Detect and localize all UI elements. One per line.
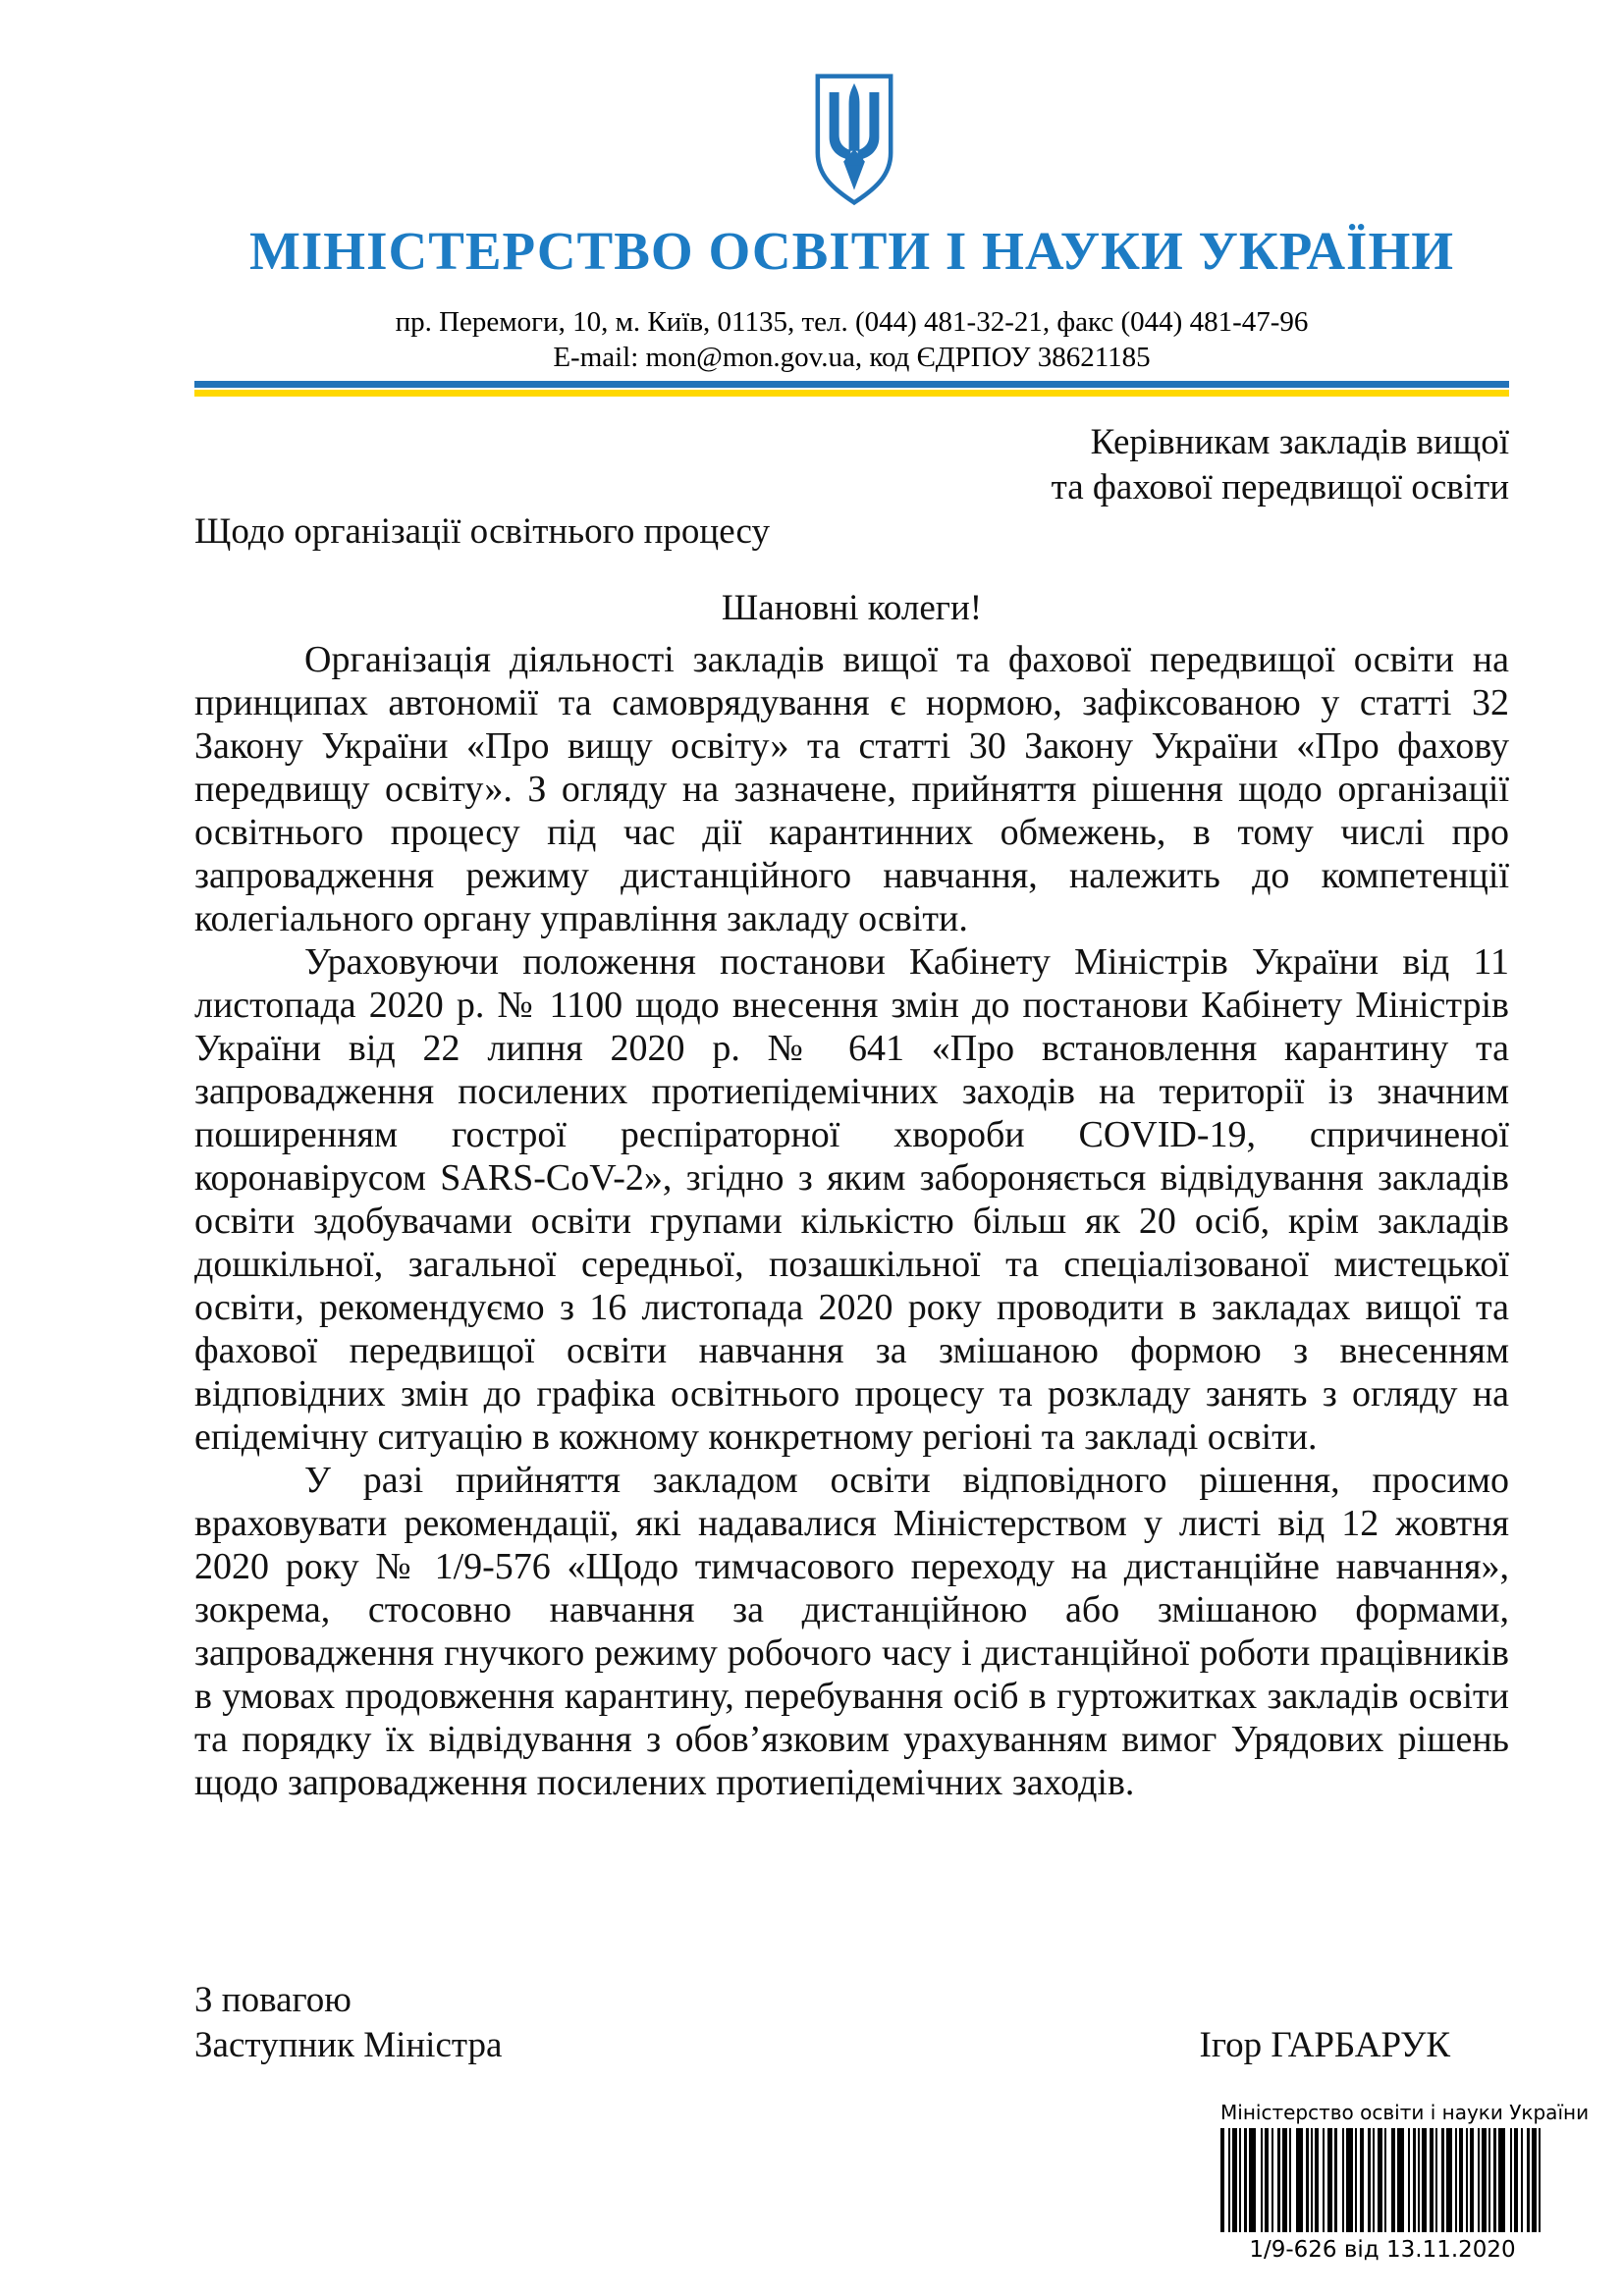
closing-regards: З повагою	[194, 1980, 352, 2020]
stamp-number-label: 1/9-626 від 13.11.2020	[1249, 2237, 1516, 2263]
ukraine-trident-emblem-icon	[807, 73, 901, 206]
registration-stamp	[1220, 2101, 1590, 2264]
paragraph-1: Організація діяльності закладів вищої та фахової передвищої освіти на принципах автономії та самоврядування є нормою, зафіксованою у статті 32 Закону України «Про вищу освіту» та статті 30 Закону України «Про фахову передвищу освіту». З огляду на зазначене, прийняття рішення щодо організації освітнього процесу під час дії карантинних обмежень, в тому числі про запровадження режиму дистанційного навчання, належить до компетенції колегіального органу управління закладу освіти.	[194, 639, 1509, 939]
ministry-title: МІНІСТЕРСТВО ОСВІТИ І НАУКИ УКРАЇНИ	[248, 221, 1455, 281]
paragraph-2: Ураховуючи положення постанови Кабінету Міністрів України від 11 листопада 2020 р. № 1100 щодо внесення змін до постанови Кабінету Міністрів України від 22 липня 2020 р. № 641 «Про встановлення карантину та запровадження посилених протиепідемічних заходів на території із значним поширенням гострої респіраторної хвороби COVID-19, спричиненої коронавірусом SARS-CoV-2», згідно з яким забороняється відвідування закладів освіти здобувачами освіти групами кількістю більш як 20 осіб, крім закладів дошкільної, загальної середньої, позашкільної та спеціалізованої мистецької освіти, рекомендуємо з 16 листопада 2020 року проводити в закладах вищої та фахової передвищої освіти навчання за змішаною формою з внесенням відповідних змін до графіка освітнього процесу та розкладу занять з огляду на епідемічну ситуацію в кожному конкретному регіоні та закладі освіти.	[194, 941, 1509, 1458]
signature-row	[194, 2024, 1509, 2066]
addressee-line-1: Керівникам закладів вищої	[1090, 422, 1509, 462]
address-line-1: пр. Перемоги, 10, м. Київ, 01135, тел. (044) 481-32-21, факс (044) 481-47-96	[395, 306, 1309, 338]
barcode-icon	[1220, 2128, 1544, 2232]
signer-position: Заступник Міністра	[194, 2025, 503, 2065]
addressee-line-2: та фахової передвищої освіти	[1051, 467, 1509, 507]
salutation: Шановні колеги!	[721, 588, 983, 628]
signer-name: Ігор ГАРБАРУК	[1199, 2025, 1450, 2065]
subject-line: Щодо організації освітнього процесу	[194, 511, 770, 552]
letter-body	[194, 638, 1509, 1804]
divider-blue-bar	[194, 381, 1509, 388]
stamp-org-label: Міністерство освіти і науки України	[1220, 2101, 1590, 2124]
divider-yellow-bar	[194, 390, 1509, 397]
addressee-block	[194, 420, 1509, 510]
address-line-2: E-mail: mon@mon.gov.ua, код ЄДРПОУ 38621185	[553, 342, 1151, 373]
paragraph-3: У разі прийняття закладом освіти відповідного рішення, просимо враховувати рекомендації, які надавалися Міністерством у листі від 12 жовтня 2020 року № 1/9-576 «Щодо тимчасового переходу на дистанційне навчання», зокрема, стосовно навчання за дистанційною або змішаною формами, запровадження гнучкого режиму робочого часу і дистанційної роботи працівників в умовах продовження карантину, перебування осіб в гуртожитках закладів освіти та порядку їх відвідування з обов’язковим урахуванням вимог Урядових рішень щодо запровадження посилених протиепідемічних заходів.	[194, 1460, 1509, 1803]
